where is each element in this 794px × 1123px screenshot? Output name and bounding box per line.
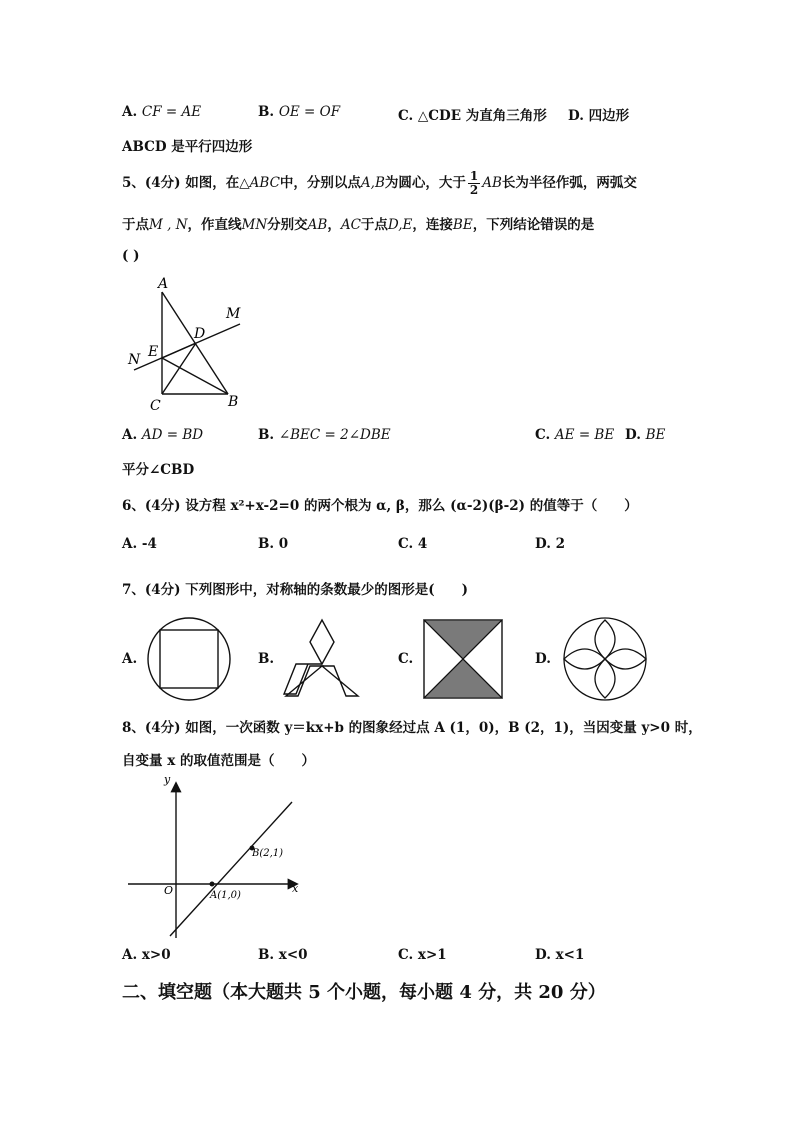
q8-option-a: A. x>0 [122, 947, 171, 963]
q5-answer-paren: ( ) [122, 248, 140, 264]
point-b-label: B(2,1) [252, 848, 284, 859]
option-letter: D. [568, 108, 584, 124]
option-text: CF = AE [141, 104, 202, 120]
q4-option-a [122, 104, 201, 120]
q4-option-d-continued: ABCD 是平行四边形 [122, 139, 253, 155]
option-text: AD = BD [141, 427, 204, 443]
q7-option-d: D. [535, 651, 551, 667]
q8-option-c: C. x>1 [398, 947, 447, 963]
q5-text: ， [327, 217, 341, 233]
function-line [170, 802, 292, 936]
q7-option-a: A. [122, 651, 138, 667]
q5-text: 为圆心，大于 [384, 175, 466, 191]
frac-den: 2 [469, 183, 479, 197]
option-text: ∠BEC = 2∠DBE [278, 427, 391, 443]
label-d: D [194, 326, 206, 342]
label-m: M [226, 306, 241, 322]
y-axis-label: y [164, 773, 171, 786]
q4-option-d [568, 104, 629, 124]
x-axis-label: x [292, 882, 299, 895]
q7-figure-d-circle-petals [562, 616, 648, 702]
q8-linear-function-graph [124, 772, 314, 942]
q7-question: 7、(4分) 下列图形中，对称轴的条数最少的图形是( ) [122, 582, 469, 598]
q5-prefix: 5、(4分) 如图，在 [122, 175, 240, 191]
option-text: 四边形 [588, 108, 630, 124]
frac-num: 1 [469, 169, 479, 183]
q5-text: 长为半径作弧，两弧交 [501, 175, 637, 191]
option-letter: D. [625, 427, 641, 443]
q5-text: 于点 [360, 217, 388, 233]
q5-line1 [122, 170, 637, 197]
q6-option-b: B. 0 [258, 536, 289, 552]
option-text: △CDE 为直角三角形 [417, 108, 547, 124]
option-letter: A. [122, 427, 138, 443]
q5-ab: AB [482, 175, 502, 191]
q5-option-a [122, 427, 203, 443]
q5-text: ，下列结论错误的是 [472, 217, 595, 233]
q5-triangle-figure [120, 272, 260, 422]
q5-text: 分别交 [267, 217, 308, 233]
q5-ac: AC [340, 217, 361, 233]
q7-figure-c-square-triangles [423, 619, 503, 699]
q5-line2 [122, 213, 594, 233]
q5-mn-line: MN [241, 217, 268, 233]
label-e: E [148, 344, 159, 360]
q5-text: ，连接 [412, 217, 453, 233]
q5-option-d [625, 427, 665, 443]
origin-label: O [164, 884, 174, 897]
segment-eb [162, 358, 228, 394]
label-n: N [128, 352, 141, 368]
option-letter: C. [535, 427, 551, 443]
point-a-label: A(1,0) [210, 890, 241, 901]
q5-be: BE [452, 217, 473, 233]
q5-mn: M , N [149, 217, 188, 233]
q5-fraction [468, 170, 480, 197]
option-letter: C. [398, 108, 414, 124]
q5-text: 于点 [122, 217, 149, 233]
option-letter: B. [258, 427, 275, 443]
option-letter: A. [122, 104, 138, 120]
q5-ab: AB [307, 217, 328, 233]
q7-figure-a-circle-square [146, 616, 232, 702]
q6-option-a: A. -4 [122, 536, 157, 552]
q5-text: 中，分别以点 [279, 175, 361, 191]
section-heading-fill-in: 二、填空题（本大题共 5 个小题，每小题 4 分，共 20 分） [122, 982, 606, 1003]
q6-option-c: C. 4 [398, 536, 428, 552]
q7-figure-b-three-rhombi [282, 618, 362, 698]
q5-de: D,E [387, 217, 413, 233]
point-a [210, 882, 215, 887]
option-text: AE = BE [554, 427, 615, 443]
q7-option-c: C. [398, 651, 414, 667]
q8-question-line1: 8、(4分) 如图，一次函数 y＝kx+b 的图象经过点 A (1，0)，B (2，1)，当因变量 y>0 时， [122, 720, 702, 736]
q4-option-b [258, 104, 340, 120]
q8-option-b: B. x<0 [258, 947, 308, 963]
q5-option-d-continued: 平分∠CBD [122, 462, 195, 478]
q6-question: 6、(4分) 设方程 x²+x-2=0 的两个根为 α, β，那么 (α-2)(β-2) 的值等于（ ） [122, 498, 638, 514]
q5-option-b [258, 427, 391, 443]
q7-option-b: B. [258, 651, 275, 667]
q5-points: A,B [360, 175, 385, 191]
q4-option-c [398, 104, 547, 124]
q5-text: ，作直线 [187, 217, 242, 233]
option-text: BE [645, 427, 666, 443]
q8-question-line2: 自变量 x 的取值范围是（ ） [122, 753, 315, 769]
q8-option-d: D. x<1 [535, 947, 585, 963]
q5-triangle: △ABC [239, 175, 280, 191]
q6-option-d: D. 2 [535, 536, 566, 552]
q5-option-c [535, 427, 614, 443]
option-text: OE = OF [278, 104, 341, 120]
label-c: C [150, 398, 161, 414]
option-letter: B. [258, 104, 275, 120]
label-b: B [228, 394, 239, 410]
label-a: A [158, 276, 169, 292]
